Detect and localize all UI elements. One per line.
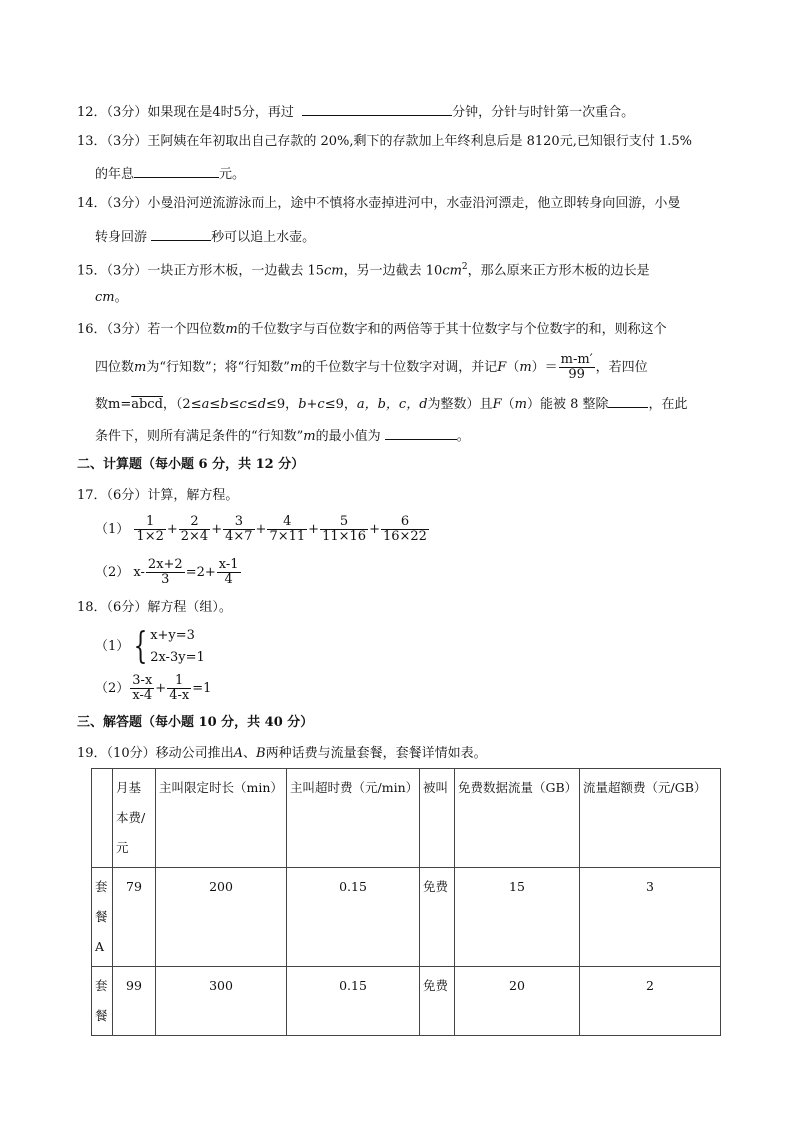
q-number: 18． (77, 600, 107, 615)
q-number: 13． (77, 134, 107, 149)
answer-blank[interactable] (608, 393, 648, 408)
q-text: 。 (456, 429, 470, 444)
answer-blank[interactable] (134, 163, 219, 178)
symbol: + (308, 522, 320, 537)
fraction (130, 674, 154, 703)
section-3-title: 三、解答题（每小题 10 分，共 40 分） (77, 715, 314, 730)
variable: m (289, 360, 303, 375)
fraction-numerator: m-m′ (560, 352, 593, 367)
q-text: ，另一边截去 10 (343, 263, 443, 279)
table-cell: 2 (580, 967, 721, 1036)
q-score: （3分） (106, 196, 148, 211)
variable: c (239, 397, 247, 412)
q-text: ）＝ (531, 360, 558, 375)
answer-blank[interactable] (302, 101, 452, 116)
question-13 (77, 132, 692, 152)
variable: m (303, 429, 316, 444)
variable: m (225, 322, 238, 337)
table-cell: 15 (455, 868, 580, 967)
variable: B (256, 746, 266, 761)
fraction-numerator: 3-x (132, 673, 153, 688)
q-text: 解方程（组）。 (147, 600, 232, 615)
fraction-denominator: 3 (146, 572, 185, 587)
table-header-cell (92, 769, 113, 868)
q-text: 如果现在是4时5分，再过 (147, 105, 294, 120)
q-number: 12． (77, 105, 107, 120)
brace-icon: { (133, 625, 148, 667)
table-cell: 79 (113, 868, 156, 967)
fraction (167, 674, 191, 703)
table-cell: 20 (455, 967, 580, 1036)
part-label: （2） (95, 565, 130, 580)
q-text: ≤9， (266, 397, 299, 412)
table-cell: 免费 (420, 967, 455, 1036)
q-text: 的最小值为 (315, 429, 381, 444)
variable: F (497, 360, 507, 375)
fraction (559, 353, 595, 382)
fraction-denominator: 4×7 (225, 529, 253, 544)
question-17 (77, 486, 238, 506)
table-cell: 0.15 (287, 868, 420, 967)
fraction-numerator: 6 (400, 514, 410, 529)
question-14 (77, 194, 680, 214)
q-number: 14． (77, 196, 107, 211)
q-score: （3分） (106, 322, 148, 337)
q-text: 一块正方形木板，一边截去 15 (147, 263, 325, 279)
fraction-denominator: x-4 (130, 688, 154, 703)
q-number: 15． (77, 263, 107, 279)
q-text: 小曼沿河逆流游泳而上，途中不慎将水壶掉进河中，水壶沿河漂走，他立即转身向回游，小曼 (147, 196, 681, 211)
q-text: （ (506, 360, 520, 375)
q-score: （6分） (106, 600, 148, 615)
variable: b+c (298, 397, 325, 412)
symbol: + (166, 522, 178, 537)
q-score: （6分） (106, 488, 148, 503)
q-score: （3分） (106, 134, 148, 149)
fraction (320, 515, 368, 544)
fraction (267, 515, 307, 544)
table-cell: 3 (580, 868, 721, 967)
question-19 (77, 744, 487, 764)
table-header-cell: 月基本费/元 (113, 769, 156, 868)
q-text: 的千位数字与百位数字和的两倍等于其十位数字与个位数字的和，则称这个 (237, 322, 667, 337)
fraction-numerator: x-1 (218, 557, 239, 572)
q-text: 为整数）且 (427, 397, 493, 412)
table-cell: 99 (113, 967, 156, 1036)
superscript: 2 (461, 262, 468, 272)
fraction-denominator: 99 (559, 367, 595, 382)
equation: x+y=3 (150, 627, 195, 643)
table-cell: 300 (156, 967, 287, 1036)
question-18-part2 (95, 672, 211, 706)
q-text: 条件下，则所有满足条件的“行知数” (95, 429, 304, 444)
fraction (179, 515, 210, 544)
fraction-numerator: 2x+2 (147, 557, 183, 572)
question-15 (77, 257, 650, 281)
fraction (223, 515, 254, 544)
fraction-numerator: 2 (190, 514, 199, 529)
q-text: 计算，解方程。 (147, 488, 239, 503)
q-number: 17． (77, 488, 107, 503)
fraction-denominator: 11×16 (322, 529, 367, 544)
table-cell: 200 (156, 868, 287, 967)
fraction-numerator: 1 (146, 514, 155, 529)
q-text: 转身回游 (95, 230, 148, 245)
fraction-numerator: 4 (283, 514, 292, 529)
unit: cm (324, 263, 344, 279)
question-16-line2 (95, 353, 648, 382)
table-header-cell: 主叫限定时长（min） (156, 769, 287, 868)
q-text: ，那么原来正方形木板的边长是 (467, 263, 650, 279)
fraction-denominator: 2×4 (180, 529, 209, 544)
q-text: 四位数 (95, 360, 135, 375)
fraction (217, 558, 241, 587)
part-label: （2） (95, 681, 130, 696)
q-score: （3分） (106, 263, 148, 279)
section-2-title: 二、计算题（每小题 6 分，共 12 分） (77, 457, 305, 472)
answer-blank[interactable] (385, 425, 457, 440)
q-text: 的年息 (95, 167, 135, 182)
symbol: ≤ (228, 397, 240, 412)
variable: a (201, 397, 210, 412)
variable: m (519, 360, 532, 375)
symbol: + (155, 681, 167, 696)
question-12 (77, 101, 634, 123)
symbol: ≤ (246, 397, 258, 412)
symbol: + (255, 522, 267, 537)
fraction (134, 515, 165, 544)
answer-blank[interactable] (151, 226, 211, 241)
fraction-denominator: 1×2 (136, 529, 164, 544)
table-cell: 0.15 (287, 967, 420, 1036)
variable: A (233, 746, 243, 761)
table-cell: 套餐A (92, 868, 113, 967)
math-text: =2+ (185, 565, 216, 580)
variable: F (492, 397, 502, 412)
q-text: 的千位数字与十位数字对调，并记 (302, 360, 498, 375)
table-header-cell: 被叫 (420, 769, 455, 868)
q-text: ，在此 (648, 397, 688, 412)
table-header-row (92, 769, 721, 868)
variable: b (220, 397, 229, 412)
overline-number: abcd (131, 397, 163, 412)
q-text: 若一个四位数 (147, 322, 226, 337)
variable: d (257, 397, 267, 412)
question-17-part1 (95, 513, 430, 547)
question-16 (77, 320, 667, 340)
math-text: x- (133, 565, 145, 580)
q-text: 秒可以追上水壶。 (211, 230, 316, 245)
question-16-line4 (95, 425, 470, 447)
q-text: 数m= (95, 397, 132, 412)
q-text: ≤9， (324, 397, 357, 412)
symbol: ≤ (209, 397, 221, 412)
q-text: 。 (114, 290, 128, 305)
fraction-denominator: 4-x (169, 688, 190, 703)
q-number: 16． (77, 322, 107, 337)
variable: m (514, 397, 527, 412)
q-text: 、 (243, 746, 257, 761)
q-text: 为“行知数”；将“行知数” (146, 360, 290, 375)
q-text: 王阿姨在年初取出自己存款的 20%,剩下的存款加上年终利息后是 8120元,已知银行支付 1.5% (147, 134, 692, 149)
q-score: （3分） (106, 105, 148, 120)
variable: a，b，c，d (356, 397, 428, 412)
question-13-cont (95, 163, 245, 185)
q-score: （10分） (106, 746, 156, 761)
fraction-numerator: 3 (234, 514, 243, 529)
q-text: ，（2≤ (162, 397, 202, 412)
fraction-numerator: 5 (339, 514, 349, 529)
q-text: 分钟，分针与时针第一次重合。 (452, 105, 635, 120)
equation: 2x-3y=1 (150, 649, 205, 665)
table-row (92, 967, 721, 1036)
table-header-cell: 流量超额费（元/GB） (580, 769, 721, 868)
variable: m (134, 360, 147, 375)
table-header-cell: 主叫超时费（元/min） (287, 769, 420, 868)
table-cell: 免费 (420, 868, 455, 967)
math-text: =1 (192, 681, 212, 696)
q-text: ，若四位 (595, 360, 648, 375)
part-label: （1） (95, 639, 130, 654)
plan-table (91, 768, 721, 1036)
unit: cm (442, 263, 462, 279)
q-text: ）能被 8 整除 (526, 397, 609, 412)
fraction (381, 515, 429, 544)
question-17-part2 (95, 556, 242, 590)
fraction-denominator: 4 (217, 572, 241, 587)
fraction-denominator: 7×11 (269, 529, 306, 544)
fraction-numerator: 1 (175, 673, 184, 688)
q-text: 移动公司推出 (155, 746, 234, 761)
question-15-cont (95, 288, 128, 308)
table-row (92, 868, 721, 967)
q-number: 19． (77, 746, 107, 761)
unit: cm (95, 290, 115, 305)
question-18 (77, 598, 232, 618)
symbol: + (211, 522, 223, 537)
question-18-part1 (95, 624, 205, 670)
table-cell: 套餐 (92, 967, 113, 1036)
symbol: + (369, 522, 380, 537)
q-text: 元。 (219, 167, 246, 182)
fraction-denominator: 16×22 (382, 529, 427, 544)
question-16-line3 (95, 393, 688, 415)
fraction (146, 558, 185, 587)
part-label: （1） (95, 522, 130, 537)
q-text: （ (501, 397, 515, 412)
q-text: 两种话费与流量套餐，套餐详情如表。 (265, 746, 487, 761)
question-14-cont (95, 226, 315, 248)
equation-system (150, 625, 205, 669)
table-header-cell: 免费数据流量（GB） (455, 769, 580, 868)
